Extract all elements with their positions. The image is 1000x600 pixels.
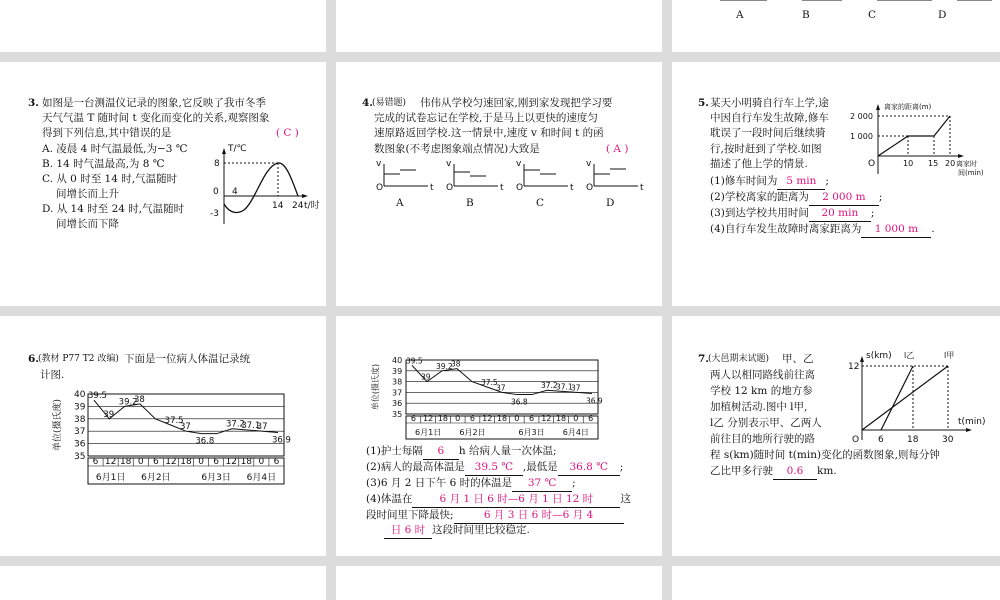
chart2-y-tick: 37 xyxy=(392,388,403,398)
q5-line-1: 某天小明骑自行车上学,途 xyxy=(710,97,829,109)
q3-tick-8: 8 xyxy=(214,159,220,169)
panel-question-6-subs xyxy=(336,316,662,556)
q5-sub-1: (1)修车时间为 5 min ; xyxy=(710,174,829,190)
q7-line-4: 加植树活动.图中 l甲, xyxy=(710,401,808,413)
q3-option-a: A. 凌晨 4 时气温最低,为−3 ℃ xyxy=(42,143,188,155)
q4-number: 4. xyxy=(362,97,373,109)
chart1-day-label: 6月1日 xyxy=(95,473,126,483)
q5-line-4: 行,按时赶到了学校.如图 xyxy=(710,143,822,155)
chart2-y-label: 单位(摄氏度) xyxy=(371,363,380,411)
chart2-hour-label: 0 xyxy=(455,414,461,423)
q5-sub-4: (4)自行车发生故障时离家距离为 1 000 m . xyxy=(710,222,935,238)
q6-tag: (教材 P77 T2 改编) xyxy=(38,354,119,364)
q4-line-2: 完成的试卷忘记在学校,于是马上以更快的速度匀 xyxy=(374,112,598,124)
q3-option-d-cont: 间增长而下降 xyxy=(56,218,119,230)
q3-y-label: T/℃ xyxy=(228,144,247,154)
q7-tick-18: 18 xyxy=(907,435,919,445)
chart1-hour-label: 12 xyxy=(225,457,237,467)
chart2-day-label: 6月3日 xyxy=(518,428,545,437)
q4-line-4: 数图象(不考虑图象端点情况)大致是 xyxy=(374,143,540,155)
chart1-hour-label: 6 xyxy=(92,457,99,467)
chart1-hour-label: 0 xyxy=(258,457,265,467)
chart1-hour-label: 18 xyxy=(240,457,253,467)
chart2-point-label: 39.2 xyxy=(436,361,453,371)
q6-number: 6. xyxy=(28,353,39,365)
q4-t-c: t xyxy=(570,183,574,193)
q6-answer-4c: 日 6 时 xyxy=(384,523,432,539)
q6-line-1: 下面是一位病人体温记录统 xyxy=(124,353,250,365)
chart2-day-label: 6月2日 xyxy=(459,428,486,437)
q4-graph-b xyxy=(454,164,498,186)
q5-x-label-2: 间(min) xyxy=(958,169,984,177)
q4-line-3: 速原路返回学校.这一情景中,速度 v 和时间 t 的函 xyxy=(374,127,604,139)
chart2-hour-label: 12 xyxy=(482,414,493,423)
q7-number: 7. xyxy=(698,353,709,365)
q4-answer: ( A ) xyxy=(606,143,629,155)
q6-sub-4-end: 日 6 时 这段时间里比较稳定. xyxy=(384,523,530,539)
q7-distance-time-graph xyxy=(848,352,988,444)
q4-option-c: C xyxy=(536,197,545,209)
q3-option-c-cont: 间增长而上升 xyxy=(56,188,119,200)
q7-tick-12: 12 xyxy=(848,362,860,372)
q4-v-c: v xyxy=(516,159,522,169)
chart1-point-label: 37 xyxy=(256,422,268,433)
chart1-point-label: 36.8 xyxy=(195,436,215,447)
q5-tick-15: 15 xyxy=(928,159,939,168)
panel-question-4 xyxy=(336,62,662,306)
q4-option-a: A xyxy=(396,197,404,209)
q4-t-d: t xyxy=(640,183,644,193)
chart1-day-label: 6月2日 xyxy=(141,473,171,483)
q6-answer-4b: 6 月 3 日 6 时—6 月 4 xyxy=(454,508,624,524)
q4-option-d: D xyxy=(606,197,615,209)
q7-y-label: s(km) xyxy=(866,351,892,361)
chart1-y-tick: 37 xyxy=(74,427,86,438)
q4-option-b: B xyxy=(466,197,474,209)
chart2-point-label: 37.5 xyxy=(481,378,498,387)
q5-distance-graph xyxy=(848,100,984,180)
chart2-point-label: 37 xyxy=(496,383,506,393)
panel-question-7 xyxy=(672,316,1000,556)
q5-sub-3: (3)到达学校共用时间 20 min ; xyxy=(710,206,874,222)
panel-bottom-middle xyxy=(336,566,662,600)
q6-sub-2: (2)病人的最高体温是 39.5 ℃ ,最低是 36.8 ℃ ; xyxy=(366,460,623,476)
q5-line-5: 描述了他上学的情景. xyxy=(710,158,808,170)
chart2-point-label: 37.2 xyxy=(541,381,558,391)
chart1-day-label: 6月3日 xyxy=(201,473,231,483)
q3-tick-4: 4 xyxy=(232,187,238,197)
chart1-point-label: 37.2 xyxy=(226,419,245,430)
q5-tick-10: 10 xyxy=(903,159,914,168)
q4-t-b: t xyxy=(500,183,504,193)
q7-x-label: t(min) xyxy=(958,417,986,427)
q5-x-label-1: 离家时 xyxy=(956,160,977,168)
chart1-hour-label: 12 xyxy=(165,457,177,467)
chart2-hour-label: 6 xyxy=(588,414,594,423)
panel-bottom-left xyxy=(0,566,326,600)
q6-line-2: 计图. xyxy=(40,369,65,381)
q4-option-graphs xyxy=(370,158,662,198)
chart1-y-tick: 38 xyxy=(74,414,86,425)
q3-option-b: B. 14 时气温最高,为 8 ℃ xyxy=(42,158,165,170)
q4-tag: (易错题) xyxy=(372,98,407,108)
panel-bottom-right xyxy=(672,566,1000,600)
q5-y-label: 离家的距离(m) xyxy=(884,103,932,111)
chart2-point-label: 37 xyxy=(571,383,581,393)
panel-top-right xyxy=(672,0,1000,52)
chart2-day-label: 6月1日 xyxy=(415,428,442,437)
temperature-chart-2 xyxy=(366,354,606,444)
chart1-y-tick: 40 xyxy=(74,390,86,400)
q6-sub-4-cont: 段时间里下降最快; 6 月 3 日 6 时—6 月 4 xyxy=(366,508,624,524)
chart2-point-label: 38 xyxy=(451,359,461,369)
chart2-hour-label: 6 xyxy=(469,414,476,423)
q6-answer-1: 6 xyxy=(423,444,459,460)
q3-option-c: C. 从 0 时至 14 时,气温随时 xyxy=(42,173,178,185)
chart1-hour-label: 0 xyxy=(198,457,204,467)
q6-answer-4a: 6 月 1 日 6 时—6 月 1 日 12 时 xyxy=(412,492,620,508)
q4-v-d: v xyxy=(586,159,592,169)
q5-sub-2: (2)学校离家的距离为 2 000 m ; xyxy=(710,190,882,206)
q3-number: 3. xyxy=(28,97,39,109)
q3-temperature-graph xyxy=(210,142,320,232)
q7-l-yi: l乙 xyxy=(904,351,915,360)
q5-origin: O xyxy=(868,159,876,169)
q4-v-a: v xyxy=(376,159,382,169)
chart1-hour-label: 0 xyxy=(137,457,144,467)
chart2-hour-label: 12 xyxy=(541,414,552,423)
q3-answer: ( C ) xyxy=(276,127,299,139)
panel-question-6 xyxy=(0,316,326,556)
chart2-point-label: 39 xyxy=(421,372,431,382)
q6-answer-3: 37 ℃ xyxy=(512,476,572,492)
q4-o-b: O xyxy=(446,183,454,193)
chart1-point-label: 37.1 xyxy=(241,420,261,431)
q3-option-d: D. 从 14 时至 24 时,气温随时 xyxy=(42,203,185,215)
panel-question-5 xyxy=(672,62,1000,306)
chart1-day-label: 6月4日 xyxy=(246,473,277,483)
q3-tick-24: 24 xyxy=(292,201,304,211)
chart1-hour-label: 6 xyxy=(213,457,220,467)
chart2-day-label: 6月4日 xyxy=(562,428,589,437)
chart1-point-label: 37.5 xyxy=(164,416,184,426)
q5-answer-3: 20 min xyxy=(809,206,871,222)
option-b-label: B xyxy=(802,9,810,21)
chart2-point-label: 39.5 xyxy=(406,356,423,366)
q7-line-2: 两人以相同路线前往离 xyxy=(710,369,815,381)
panel-top-middle xyxy=(336,0,662,52)
q3-line-2: 天气气温 T 随时间 t 变化而变化的关系,观察图象 xyxy=(42,112,270,124)
q4-graph-c xyxy=(524,164,568,186)
q5-answer-4: 1 000 m xyxy=(861,222,931,238)
q3-line-3: 得到下列信息,其中错误的是 xyxy=(42,127,172,139)
chart2-hour-label: 18 xyxy=(437,414,449,423)
chart2-y-tick: 36 xyxy=(392,399,403,409)
option-c-label: C xyxy=(868,9,877,21)
q6-sub-1: (1)护士每隔 6 h 给病人量一次体温; xyxy=(366,444,557,460)
q5-line-3: 耽误了一段时间后继续骑 xyxy=(710,127,826,139)
q3-x-label: t/时 xyxy=(304,201,320,211)
chart1-y-tick: 35 xyxy=(74,452,86,462)
chart2-y-tick: 35 xyxy=(392,410,403,419)
chart2-y-tick: 38 xyxy=(392,377,403,387)
q7-line-5: l乙 分别表示甲、乙两人 xyxy=(710,417,822,429)
chart2-hour-label: 6 xyxy=(528,414,535,423)
chart2-hour-label: 0 xyxy=(573,414,579,423)
chart1-point-label: 39.2 xyxy=(118,397,138,408)
q5-tick-1000: 1 000 xyxy=(850,132,873,141)
q7-line-1: 甲、乙 xyxy=(782,353,814,365)
option-a-label: A xyxy=(736,9,744,21)
q4-o-a: O xyxy=(376,183,384,193)
chart1-point-label: 39.5 xyxy=(88,391,107,402)
q7-origin: O xyxy=(852,435,860,445)
q7-line-7: 程 s(km)随时间 t(min)变化的函数图象,则每分钟 xyxy=(710,449,940,461)
q7-answer: 0.6 xyxy=(773,464,817,480)
q5-tick-20: 20 xyxy=(945,159,956,168)
chart2-point-label: 37.1 xyxy=(556,382,573,392)
q4-o-c: O xyxy=(516,183,524,193)
q3-tick-14: 14 xyxy=(272,201,284,211)
chart1-hour-label: 6 xyxy=(152,457,159,467)
chart1-hour-label: 12 xyxy=(104,457,117,467)
q7-line-3: 学校 12 km 的地方参 xyxy=(710,385,813,397)
temperature-chart-1 xyxy=(48,388,298,488)
q4-line-1: 伟伟从学校匀速回家,刚到家发现把学习要 xyxy=(420,97,613,109)
q7-l-jia: l甲 xyxy=(944,351,955,360)
chart1-y-tick: 39 xyxy=(74,402,86,413)
q7-tag: (大邑期末试题) xyxy=(708,354,770,364)
chart2-point-label: 36.8 xyxy=(511,397,528,407)
top-right-graph-fragments xyxy=(672,0,1000,52)
option-d-label: D xyxy=(938,9,947,21)
q3-line-1: 如图是一台测温仪记录的图象,它反映了我市冬季 xyxy=(42,97,266,109)
q5-number: 5. xyxy=(698,97,709,109)
q4-v-b: v xyxy=(446,159,452,169)
q4-graph-a xyxy=(384,164,428,186)
chart1-hour-label: 6 xyxy=(273,457,280,467)
q4-graph-d xyxy=(594,164,638,186)
q5-line-2: 中因自行车发生故障,修车 xyxy=(710,112,829,124)
panel-question-3 xyxy=(0,62,326,306)
q7-tick-30: 30 xyxy=(942,435,954,445)
chart1-point-label: 36.9 xyxy=(272,435,291,446)
q6-answer-2a: 39.5 ℃ xyxy=(465,460,523,476)
q4-t-a: t xyxy=(430,183,434,193)
q7-last-line: 乙比甲多行驶 0.6 km. xyxy=(710,464,837,480)
q3-tick-neg3: -3 xyxy=(210,209,219,219)
chart2-hour-label: 18 xyxy=(496,414,508,423)
q5-answer-1: 5 min xyxy=(777,174,825,190)
chart1-point-label: 38 xyxy=(134,394,145,405)
chart2-hour-label: 6 xyxy=(410,414,416,423)
chart2-y-tick: 40 xyxy=(392,356,403,365)
chart1-point-label: 37 xyxy=(180,422,191,433)
q7-line-6: 前往目的地所行驶的路 xyxy=(710,433,815,445)
chart2-hour-label: 18 xyxy=(555,414,567,423)
q5-answer-2: 2 000 m xyxy=(809,190,879,206)
chart2-y-tick: 39 xyxy=(392,366,403,376)
chart1-y-label: 单位(摄氏度) xyxy=(53,398,63,452)
chart1-y-tick: 36 xyxy=(74,439,86,450)
chart2-hour-label: 0 xyxy=(514,414,520,423)
q3-tick-0: 0 xyxy=(213,187,219,197)
q5-tick-2000: 2 000 xyxy=(850,112,873,121)
q6-answer-2b: 36.8 ℃ xyxy=(558,460,620,476)
q4-o-d: O xyxy=(586,183,594,193)
q7-tick-6: 6 xyxy=(878,435,884,445)
chart2-point-label: 36.9 xyxy=(586,396,603,406)
panel-top-left xyxy=(0,0,326,52)
q6-sub-3: (3)6 月 2 日下午 6 时的体温是 37 ℃ ; xyxy=(366,476,576,492)
chart2-hour-label: 12 xyxy=(423,414,434,423)
chart1-hour-label: 18 xyxy=(180,457,192,467)
chart1-point-label: 39 xyxy=(103,409,115,420)
q6-sub-4: (4)体温在 6 月 1 日 6 时—6 月 1 日 12 时 这 xyxy=(366,492,631,508)
chart1-hour-label: 18 xyxy=(119,457,132,467)
